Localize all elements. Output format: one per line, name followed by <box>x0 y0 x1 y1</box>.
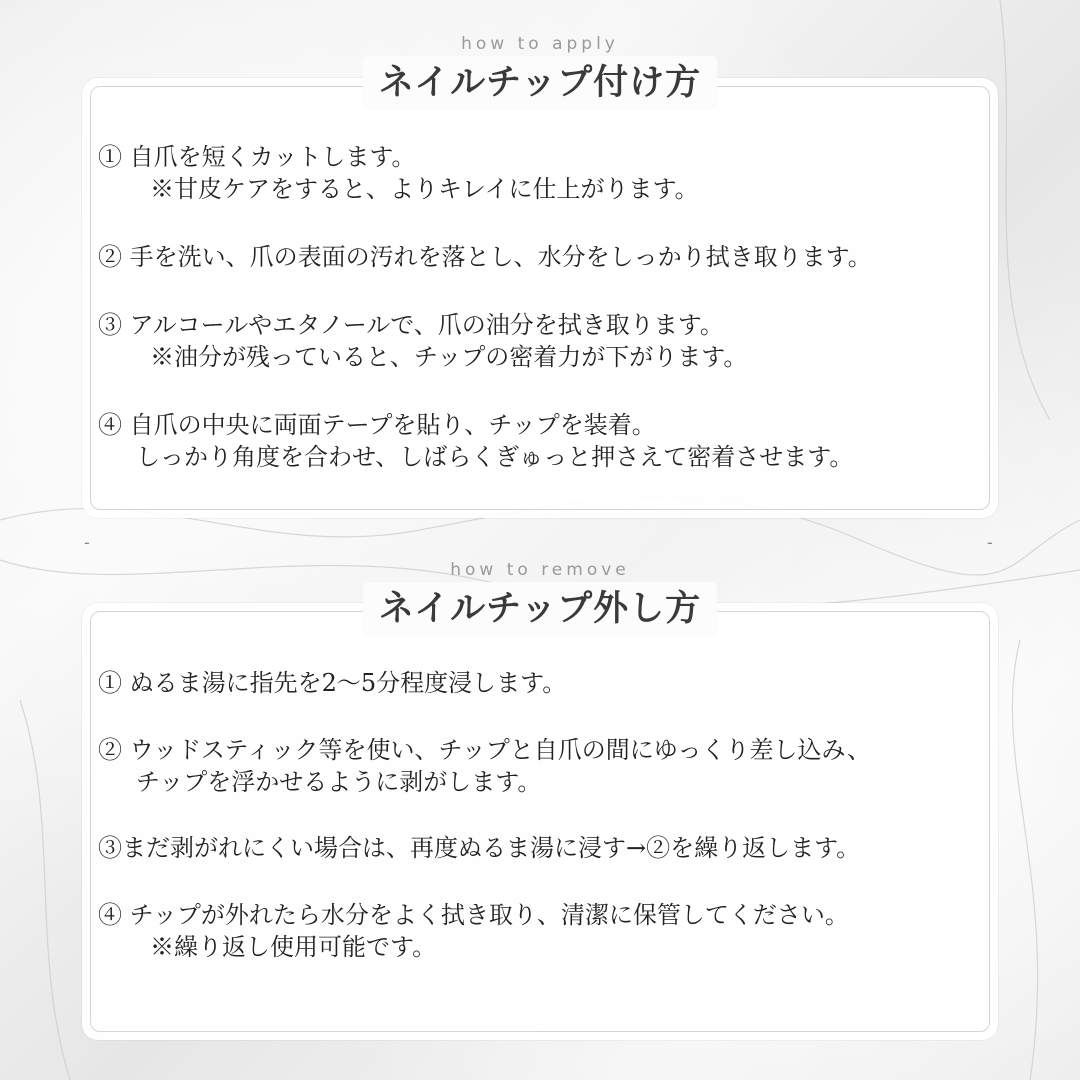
apply-step-4-detail: しっかり角度を合わせ、しばらくぎゅっと押さえて密着させます。 <box>136 443 854 471</box>
divider-left: - <box>84 533 90 552</box>
apply-step-1-note: ※甘皮ケアをすると、よりキレイに仕上がります。 <box>150 175 699 203</box>
remove-step-4: ④ チップが外れたら水分をよく拭き取り、清潔に保管してください。 <box>98 901 849 929</box>
remove-step-2-detail: チップを浮かせるように剥がします。 <box>136 768 542 796</box>
apply-subtitle: how to apply <box>461 34 619 54</box>
apply-step-3-note: ※油分が残っていると、チップの密着力が下がります。 <box>150 343 748 371</box>
remove-step-3: ③まだ剥がれにくい場合は、再度ぬるま湯に浸す→②を繰り返します。 <box>98 834 861 862</box>
apply-step-2: ② 手を洗い、爪の表面の汚れを落とし、水分をしっかり拭き取ります。 <box>98 243 872 271</box>
remove-step-1: ① ぬるま湯に指先を2〜5分程度浸します。 <box>98 669 567 697</box>
divider-right: - <box>987 533 993 552</box>
apply-step-3: ③ アルコールやエタノールで、爪の油分を拭き取ります。 <box>98 311 724 339</box>
apply-step-1: ① 自爪を短くカットします。 <box>98 143 416 171</box>
apply-step-4: ④ 自爪の中央に両面テープを貼り、チップを装着。 <box>98 411 656 439</box>
remove-subtitle: how to remove <box>450 560 630 580</box>
remove-step-4-note: ※繰り返し使用可能です。 <box>150 933 437 961</box>
remove-step-2: ② ウッドスティック等を使い、チップと自爪の間にゆっくり差し込み、 <box>98 736 871 764</box>
apply-title: ネイルチップ付け方 <box>378 62 702 103</box>
remove-title: ネイルチップ外し方 <box>378 588 702 629</box>
apply-heading <box>336 32 744 110</box>
remove-heading <box>336 558 744 636</box>
apply-title-plate <box>363 56 717 110</box>
remove-title-plate <box>363 582 717 636</box>
